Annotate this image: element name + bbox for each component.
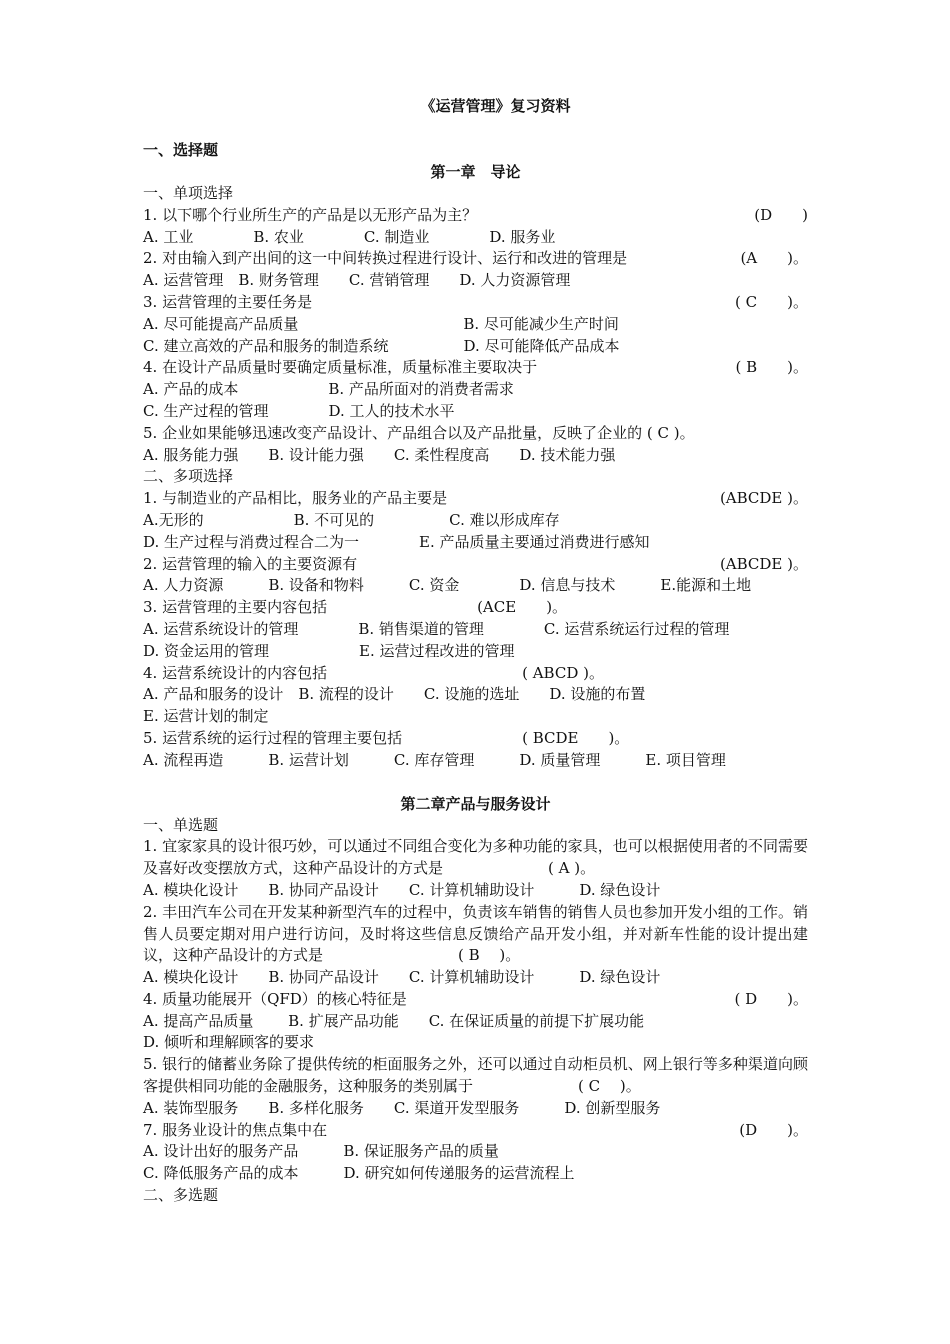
- chapter2-single-questions: [143, 836, 808, 1185]
- question-text: 2. 对由输入到产出间的这一中间转换过程进行设计、运行和改进的管理是: [143, 249, 628, 268]
- options-line: A. 产品和服务的设计 B. 流程的设计 C. 设施的选址 D. 设施的布置: [143, 685, 646, 704]
- options-line: A. 尽可能提高产品质量 B. 尽可能减少生产时间: [143, 314, 619, 333]
- options-line: D. 资金运用的管理 E. 运营过程改进的管理: [143, 641, 515, 660]
- question-line: [143, 423, 808, 445]
- question-text: 4. 运营系统设计的内容包括 ( ABCD )。: [143, 663, 604, 682]
- options-line: C. 生产过程的管理 D. 工人的技术水平: [143, 401, 455, 420]
- question-text: 2. 运营管理的输入的主要资源有: [143, 554, 358, 573]
- multi-choice-heading: 二、多项选择: [143, 467, 234, 486]
- chapter2-heading: 第二章产品与服务设计: [400, 794, 551, 813]
- question-line: [143, 554, 808, 576]
- question-text: 7. 服务业设计的焦点集中在: [143, 1120, 328, 1139]
- options-line: A. 运营系统设计的管理 B. 销售渠道的管理 C. 运营系统运行过程的管理: [143, 619, 730, 638]
- options-line: C. 建立高效的产品和服务的制造系统 D. 尽可能降低产品成本: [143, 336, 620, 355]
- question-text: 1. 与制造业的产品相比，服务业的产品主要是: [143, 489, 448, 508]
- question-line: [143, 663, 808, 685]
- answer-text: (D )。: [739, 1120, 808, 1139]
- chapter1-multi-questions: [143, 488, 808, 771]
- answer-text: (ABCDE )。: [719, 554, 808, 573]
- question-line: [143, 292, 808, 314]
- options-line: A. 模块化设计 B. 协同产品设计 C. 计算机辅助设计 D. 绿色设计: [143, 880, 661, 899]
- question-line: [143, 1120, 808, 1142]
- single-choice-heading: 一、单选题: [143, 815, 219, 834]
- question-text: 2. 丰田汽车公司在开发某种新型汽车的过程中，负责该车销售的销售人员也参加开发小组的工作。销售人员要定期对用户进行访问，及时将这些信息反馈给产品开发小组，并对新车性能的设计提出建议，这种产品设计的方式是 ( B )。: [143, 902, 808, 965]
- options-line: A. 人力资源 B. 设备和物料 C. 资金 D. 信息与技术 E.能源和土地: [143, 576, 752, 595]
- options-line: A. 模块化设计 B. 协同产品设计 C. 计算机辅助设计 D. 绿色设计: [143, 968, 661, 987]
- answer-text: ( C )。: [735, 292, 808, 311]
- options-line: A. 服务能力强 B. 设计能力强 C. 柔性程度高 D. 技术能力强: [143, 445, 616, 464]
- document-page: [143, 95, 808, 1207]
- question-text: 3. 运营管理的主要任务是: [143, 292, 313, 311]
- options-line: C. 降低服务产品的成本 D. 研究如何传递服务的运营流程上: [143, 1164, 575, 1183]
- options-line: A. 提高产品质量 B. 扩展产品功能 C. 在保证质量的前提下扩展功能: [143, 1011, 645, 1030]
- options-line: A. 产品的成本 B. 产品所面对的消费者需求: [143, 380, 514, 399]
- question-line: [143, 989, 808, 1011]
- question-line: [143, 205, 808, 227]
- question-line: [143, 248, 808, 270]
- options-line: A. 设计出好的服务产品 B. 保证服务产品的质量: [143, 1142, 499, 1161]
- question-line: [143, 597, 808, 619]
- answer-text: (A )。: [740, 249, 808, 268]
- question-line: [143, 357, 808, 379]
- question-text: 1. 宜家家具的设计很巧妙，可以通过不同组合变化为多种功能的家具，也可以根据使用者的不同需要及喜好改变摆放方式，这种产品设计的方式是 ( A )。: [143, 837, 808, 878]
- question-line: [143, 728, 808, 750]
- chapter1-heading: 第一章 导论: [430, 163, 521, 181]
- question-text: 5. 企业如果能够迅速改变产品设计、产品组合以及产品批量，反映了企业的 ( C )。: [143, 423, 695, 442]
- options-line: A. 装饰型服务 B. 多样化服务 C. 渠道开发型服务 D. 创新型服务: [143, 1098, 661, 1117]
- answer-text: (ABCDE )。: [719, 489, 808, 508]
- question-text: 3. 运营管理的主要内容包括 (ACE )。: [143, 598, 568, 617]
- options-line: E. 运营计划的制定: [143, 707, 269, 726]
- question-text: 4. 质量功能展开（QFD）的核心特征是: [143, 989, 407, 1008]
- answer-text: ( D )。: [734, 989, 808, 1008]
- question-text: 5. 运营系统的运行过程的管理主要包括 ( BCDE )。: [143, 728, 630, 747]
- document-title: 《运营管理》复习资料: [420, 97, 571, 115]
- question-text: 5. 银行的储蓄业务除了提供传统的柜面服务之外，还可以通过自动柜员机、网上银行等多种渠道向顾客提供相同功能的金融服务，这种服务的类别属于 ( C )。: [143, 1055, 808, 1096]
- section-heading: 一、选择题: [143, 141, 219, 159]
- options-line: A. 工业 B. 农业 C. 制造业 D. 服务业: [143, 227, 556, 246]
- single-choice-heading: 一、单项选择: [143, 184, 234, 202]
- options-line: A. 运营管理 B. 财务管理 C. 营销管理 D. 人力资源管理: [143, 271, 571, 290]
- options-line: D. 生产过程与消费过程合二为一 E. 产品质量主要通过消费进行感知: [143, 532, 650, 551]
- question-text: 4. 在设计产品质量时要确定质量标准，质量标准主要取决于: [143, 358, 538, 377]
- question-text: 1. 以下哪个行业所生产的产品是以无形产品为主？: [143, 205, 478, 224]
- options-line: A.无形的 B. 不可见的 C. 难以形成库存: [143, 510, 560, 529]
- answer-text: ( B )。: [735, 358, 808, 377]
- chapter1-single-questions: [143, 205, 808, 467]
- options-line: A. 流程再造 B. 运营计划 C. 库存管理 D. 质量管理 E. 项目管理: [143, 750, 726, 769]
- multi-choice-heading: 二、多选题: [143, 1186, 219, 1205]
- options-line: D. 倾听和理解顾客的要求: [143, 1033, 315, 1052]
- question-line: [143, 488, 808, 510]
- answer-text: (D ): [754, 205, 808, 224]
